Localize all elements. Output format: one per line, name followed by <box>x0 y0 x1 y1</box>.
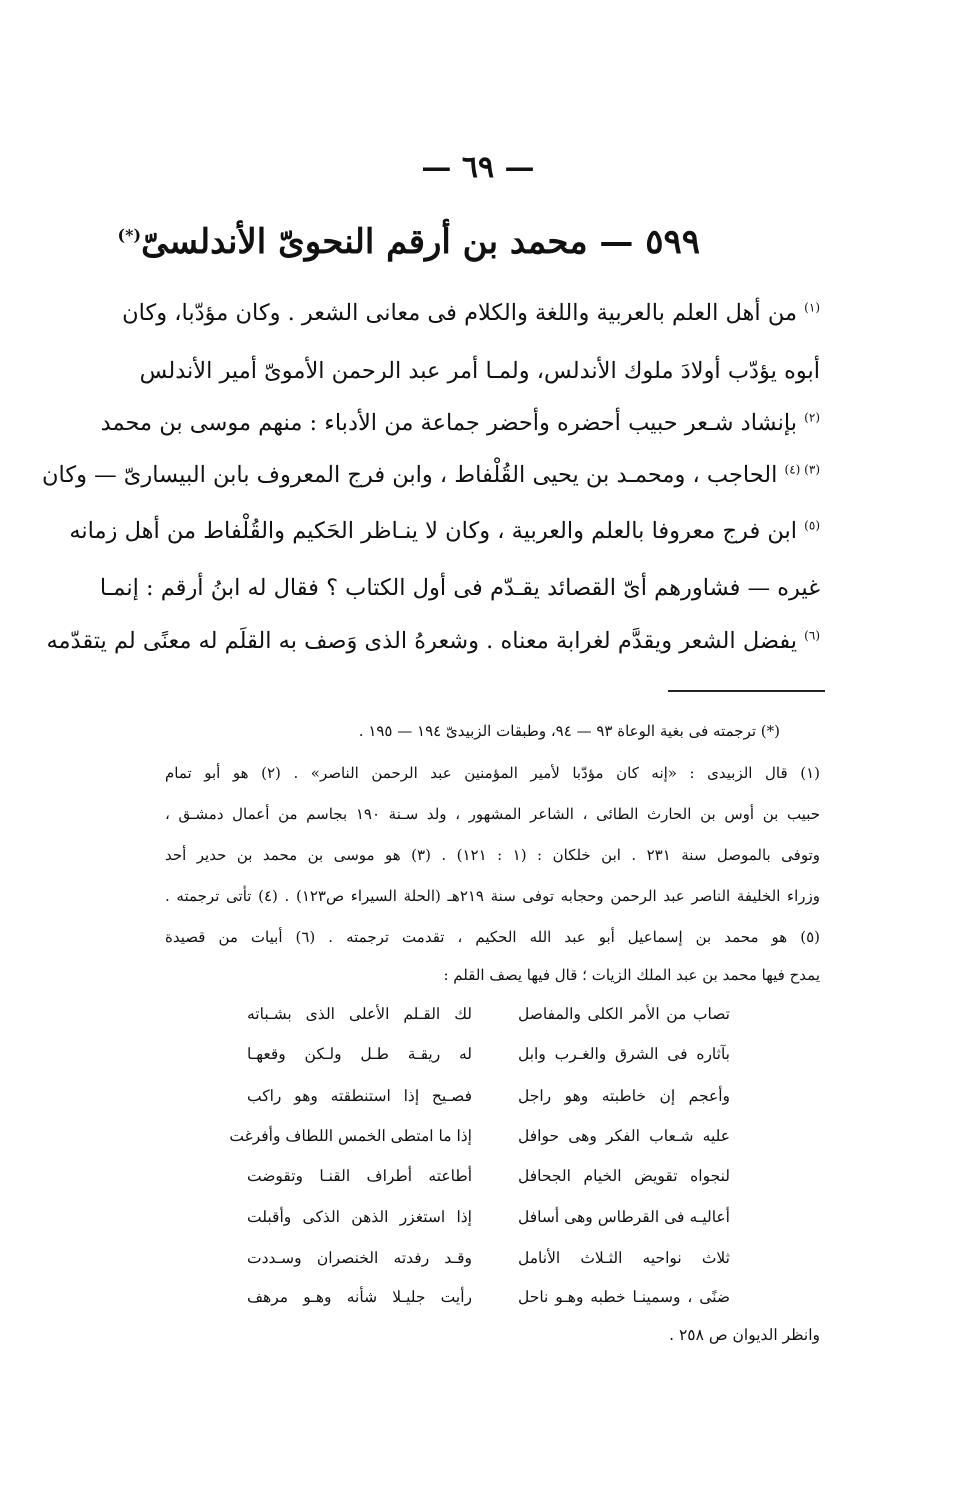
body-line <box>100 410 820 436</box>
verse-first-hemistich: فصـيح إذا استنطقته وهو راكب <box>247 1087 472 1105</box>
body-line <box>99 575 820 601</box>
verse-first-hemistich: أطاعته أطراف القنـا وتقوضت <box>247 1167 472 1185</box>
verse-first-hemistich: وقـد رفدته الخنصران وسـددت <box>247 1249 472 1267</box>
verse-first-hemistich: له ريقـة طـل ولـكن وقعهـا <box>247 1045 472 1063</box>
footnote-marker: (٥) <box>804 518 820 533</box>
entry-title-text: ٥٩٩ — محمد بن أرقم النحوىّ الأندلسىّ <box>141 222 700 262</box>
verse-first-hemistich: إذا استغزر الذهن الذكى وأقبلت <box>247 1208 472 1226</box>
footnote: وتوفى بالموصل سنة ٢٣١ . ابن خلكان : (١ : ١٢١) . (٣) هو موسى بن محمد بن حدير أحد <box>165 846 821 864</box>
verse-second-hemistich: لنجواه تقويض الخيام الجحافل <box>518 1167 730 1185</box>
footnote: (٥) هو محمد بن إسماعيل أبو عبد الله الحكيم ، تقدمت ترجمته . (٦) أبيات من قصيدة <box>165 928 820 946</box>
body-line-text: يفضل الشعر ويقدَّم لغرابة معناه . وشعرهُ الذى وَصف به القلَم له معنًى لم يتقدّمه <box>46 628 798 654</box>
verse-first-hemistich: رأيت جليـلا شأنه وهـو مرهف <box>247 1288 472 1306</box>
body-line <box>139 358 820 384</box>
body-line-text: غيره — فشاورهم أىّ القصائد يقـدّم فى أول الكتاب ؟ فقال له ابنُ أرقم : إنمـا <box>99 575 820 601</box>
verse-second-hemistich: عليه شـعاب الفكر وهى حوافل <box>518 1127 730 1145</box>
footnote-marker: (٦) <box>804 628 820 643</box>
body-line <box>42 462 820 488</box>
footnote: وزراء الخليفة الناصر عبد الرحمن وحجابه توفى سنة ٢١٩هـ (الحلة السيراء ص١٢٣) . (٤) تأتى ترجمته . <box>165 887 820 905</box>
verse-second-hemistich: أعاليـه فى القرطاس وهى أسافل <box>518 1208 730 1226</box>
verse-second-hemistich: بآثاره فى الشرق والغـرب وابل <box>518 1045 730 1063</box>
body-line-text: الحاجب ، ومحمـد بن يحيى القُلْفاط ، وابن فرج المعروف بابن البيسارىّ — وكان <box>42 462 778 488</box>
page-number: — ٦٩ — <box>421 150 535 185</box>
body-line-text: بإنشاد شـعر حبيب أحضره وأحضر جماعة من الأدباء : منهم موسى بن محمد <box>100 410 798 436</box>
body-line <box>46 628 820 654</box>
body-line <box>69 518 820 544</box>
verse-first-hemistich: إذا ما امتطى الخمس اللطاف وأفرغت <box>229 1127 472 1145</box>
verse-second-hemistich: وأعجم إن خاطبته وهو راجل <box>518 1087 730 1105</box>
verse-second-hemistich: ضنًى ، وسمينـا خطبه وهـو ناحل <box>518 1288 730 1306</box>
verse-second-hemistich: ثلاث نواحيه الثـلاث الأنامل <box>518 1249 730 1267</box>
verse-second-hemistich: تصاب من الأمر الكلى والمفاصل <box>518 1005 730 1023</box>
footnote-marker: (٣) (٤) <box>784 462 820 477</box>
entry-title-note: (*) <box>117 225 142 245</box>
footnote-divider <box>668 690 825 692</box>
footnote-marker: (١) <box>804 300 820 315</box>
footnote: يمدح فيها محمد بن عبد الملك الزيات ؛ قال فيها يصف القلم : <box>443 966 820 984</box>
body-line <box>122 300 820 326</box>
body-line-text: من أهل العلم بالعربية واللغة والكلام فى معانى الشعر . وكان مؤدّبا، وكان <box>122 300 798 326</box>
entry-title <box>118 222 700 262</box>
footnote: (*) ترجمته فى بغية الوعاة ٩٣ — ٩٤، وطبقات الزبيدىّ ١٩٤ — ١٩٥ . <box>358 722 780 740</box>
footnote: (١) قال الزبيدى : «إنه كان مؤدّبا لأمير المؤمنين عبد الرحمن الناصر» . (٢) هو أبو تمام <box>165 764 820 782</box>
body-line-text: ابن فرج معروفا بالعلم والعربية ، وكان لا ينـاظر الحَكيم والقُلْفاط من أهل زمانه <box>69 518 798 544</box>
footnote-marker: (٢) <box>804 410 820 425</box>
footnote: حبيب بن أوس بن الحارث الطائى ، الشاعر المشهور ، ولد سـنة ١٩٠ بجاسم من أعمال دمشـق ، <box>165 805 821 823</box>
closing-reference: وانظر الديوان ص ٢٥٨ . <box>669 1326 820 1344</box>
body-line-text: أبوه يؤدّب أولادَ ملوك الأندلس، ولمـا أمر عبد الرحمن الأموىّ أمير الأندلس <box>139 358 820 384</box>
verse-first-hemistich: لك القـلم الأعلى الذى بشـباته <box>247 1005 472 1023</box>
